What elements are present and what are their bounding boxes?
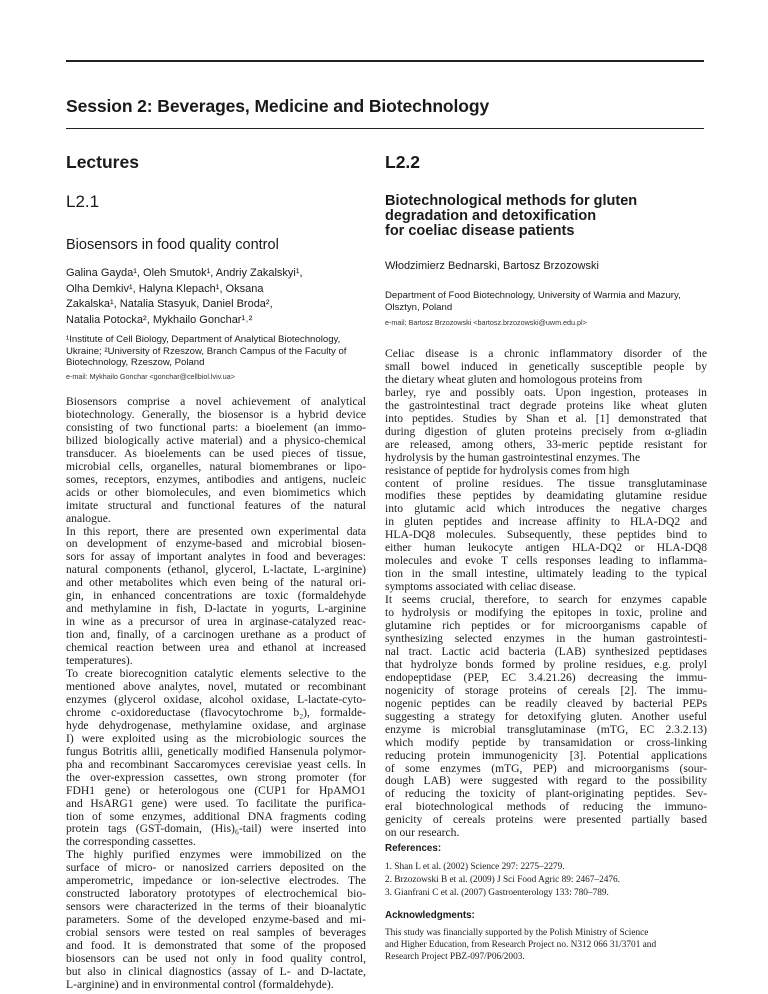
body-line: somes, receptors, enzymes, antibodies and antigens, nucleic (66, 472, 366, 486)
authors-l22: Włodzimierz Bednarski, Bartosz Brzozowski (385, 260, 599, 272)
session-rule (66, 128, 704, 129)
body-line: reducing protein immunogenicity [3]. Potential applications (385, 748, 707, 762)
references-list (385, 861, 707, 900)
abstract-body-l22 (385, 348, 707, 840)
abstract-code-l22: L2.2 (385, 152, 421, 172)
body-line: in wine as a precursor of urea in arginase-catalyzed reac- (66, 615, 366, 629)
email-l22: e-mail: Bartosz Brzozowski <bartosz.brzozowski@uwm.edu.pl> (385, 318, 587, 327)
affiliation-line: ¹Institute of Cell Biology, Department of Analytical Biotechnology, (66, 334, 341, 345)
body-line: on our research. (385, 826, 460, 840)
body-line: tion and, finally, of a carcinogen urethane as a product of (66, 628, 367, 642)
body-line: The highly purified enzymes were immobilized on the (66, 848, 366, 862)
body-line: the gastrointestinal tract degrade proteins like wheat gluten (385, 398, 707, 412)
body-line: biotechnology. Generally, the biosensor is a hybrid device (66, 407, 366, 421)
body-line: analogue. (66, 511, 111, 525)
body-line: to hydrolysis or modifying the epitopes in toxic, proline and (385, 606, 707, 620)
abstract-title-l21: Biosensors in food quality control (66, 237, 279, 253)
body-line: consisting of two functional parts: a bioelement (an immo- (66, 420, 366, 434)
acknowledgments-heading: Acknowledgments: (385, 910, 475, 921)
body-line: dough LAB) were suggested with regard to the possibility (385, 774, 707, 788)
author-line: Olha Demkiv¹, Halyna Klepach¹, Oksana (66, 282, 264, 295)
body-line: bilized biologically active material) and a physico-chemical (66, 433, 366, 447)
body-line: To create biorecognition catalytic elements selective to the (66, 667, 366, 681)
body-line: nogenic peptides can be readily cleaved by bacterial PEPs (385, 696, 708, 710)
body-line: chrome c-oxidoreductase (flavocytochrome b₂), formalde- (66, 705, 366, 719)
references-heading: References: (385, 843, 442, 854)
body-line: of some enzymes (mTG, PEP) and microorganisms (sour- (385, 761, 708, 775)
body-line: Biosensors comprise a novel achievement of analytical (66, 395, 366, 408)
body-line: symptoms associated with celiac disease. (385, 580, 576, 594)
body-line: I) were exploited using as the microbiologic sources the (66, 731, 366, 745)
title-line: degradation and detoxification (385, 208, 597, 224)
body-line: on development of enzyme-based and microbial biosen- (66, 537, 366, 551)
body-line: imitate structural and functional features of the natural (66, 498, 366, 512)
body-line: chemical reaction between urea and ethanol at increased (66, 641, 366, 655)
affiliation-l21 (66, 334, 346, 369)
abstract-body-l21 (66, 396, 366, 992)
ack-line: and Higher Education, from Research Project no. N312 066 31/3701 and (385, 939, 657, 950)
body-line: the corresponding cassettes. (66, 835, 196, 849)
body-line: surface of micro- or nanosized carriers deposited on the (66, 861, 367, 875)
email-l21: e-mail: Mykhailo Gonchar <gonchar@cellbiol.lviv.ua> (66, 372, 235, 381)
title-line: Biotechnological methods for gluten (385, 193, 638, 209)
body-line: sensors were characterized in the terms of their bioanalytic (66, 900, 367, 914)
body-line: It seems crucial, therefore, to search for enzymes capable (385, 593, 707, 607)
author-line: Natalia Potocka², Mykhailo Gonchar¹˒² (66, 313, 253, 326)
body-line: into glutamic acid which introduces the negative charges (385, 502, 707, 516)
body-line: in gluten peptides and increase affinity to HLA-DQ2 and (385, 515, 708, 529)
body-line: content of proline residues. The tissue transglutaminase (385, 476, 708, 490)
author-line: Zakalska¹, Natalia Stasyuk, Daniel Broda², (66, 298, 273, 310)
body-line: temperatures). (66, 654, 133, 668)
section-heading: Lectures (66, 152, 139, 172)
body-line: Celiac disease is a chronic inflammatory disorder of the (385, 347, 707, 360)
body-line: and food. It is demonstrated that some of the proposed (66, 939, 366, 953)
body-line: mentioned above analytes, novel, mutated or recombinant (66, 679, 367, 693)
reference-item: 3. Gianfrani C et al. (2007) Gastroenterology 133: 780–789. (385, 887, 609, 898)
affiliation-l22 (385, 290, 681, 313)
body-line: and methylamine in fish, D-lactate in yogurts, L-arginine (66, 602, 366, 616)
abstract-code-l21: L2.1 (66, 192, 100, 211)
body-line: glutamine rich peptides or for microorganisms capable of (385, 619, 707, 633)
abstract-title-l22 (385, 194, 637, 239)
body-line: sors for assay of important analytes in food and beverages: (66, 550, 366, 564)
affiliation-line: Olsztyn, Poland (385, 301, 453, 313)
body-line: during digestion of gluten proteins precisely from α-gliadin (385, 424, 707, 438)
body-line: nal tract. Lactic acid bacteria (LAB) synthesized peptidases (385, 644, 707, 658)
body-line: but also in clinical diagnostics (assay of L- and D-lactate, (66, 964, 366, 978)
title-line: for coeliac disease patients (385, 223, 575, 239)
body-line: molecules and evoke T cells responses leading to inflamma- (385, 554, 707, 568)
body-line: synthesizing selected enzymes in the human gastrointesti- (385, 631, 707, 645)
body-line: tion of some enzymes, additional DNA fragments coding (66, 809, 367, 823)
reference-item: 2. Brzozowski B et al. (2009) J Sci Food Agric 89: 2467–2476. (385, 874, 620, 885)
body-line: acids or other biomolecules, and even biomimetics which (66, 485, 366, 499)
session-title: Session 2: Beverages, Medicine and Biotechnology (66, 96, 490, 116)
body-line: biosensors can be used not only in food quality control, (66, 951, 366, 965)
body-line: FDH1 gene) or heterologous one (CUP1 for HpAMO1 (66, 783, 366, 797)
body-line: L-arginine) and in environmental control (formaldehyde). (66, 977, 334, 991)
body-line: into peptides. Studies by Shan et al. [1] demonstrated that (385, 411, 708, 425)
affiliation-line: Ukraine; ²University of Rzeszow, Branch Campus of the Faculty of (66, 345, 347, 357)
body-line: endopeptidase (PEP, EC 3.4.21.26) decreasing the immu- (385, 670, 707, 684)
body-line: the dietary wheat gluten and homologous proteins from (385, 372, 643, 386)
body-line: enzymes (glycerol oxidase, alcohol oxidase, L-lactate-cyto- (66, 692, 366, 706)
body-line: constructed laboratory prototypes of electrochemical bio- (66, 887, 366, 901)
body-line: either human leukocyte antigen HLA-DQ2 or HLA-DQ8 (385, 541, 708, 555)
body-line: HLA-DQ8 molecules. Subsequently, these peptides bind to (385, 528, 707, 542)
author-line: Galina Gayda¹, Oleh Smutok¹, Andriy Zakalskyi¹, (66, 267, 303, 279)
body-line: hyde dehydrogenase, methylamine oxidase, and arginase (66, 718, 367, 732)
body-line: protein tags (GST-domain, (His)₆-tail) were inserted into (66, 822, 367, 836)
body-line: the over-expression cassettes, own strong promoter (for (66, 770, 367, 784)
body-line: gin, in enhanced concentrations are toxic (formaldehyde (66, 589, 367, 603)
body-line: eral biotechnological methods of reducing the immuno- (385, 800, 707, 814)
ack-line: This study was financially supported by the Polish Ministry of Science (385, 928, 649, 938)
body-line: barley, rye and possibly oats. Upon ingestion, proteases in (385, 385, 707, 399)
body-line: are released, among others, 33-meric peptide resistant for (385, 437, 708, 451)
body-line: which modify peptide by transamidation or cross-linking (385, 735, 707, 749)
body-line: of reducing the toxicity of plant-originating peptides. Sev- (385, 787, 707, 801)
body-line: parameters. Some of the developed enzyme-based and mi- (66, 913, 366, 927)
affiliation-line: Biotechnology, Rzeszow, Poland (66, 357, 205, 368)
body-line: hydrolysis by the human gastrointestinal enzymes. The (385, 450, 641, 464)
body-line: suggesting a strategy for detoxifying gluten. Another useful (385, 709, 707, 723)
acknowledgments-text (385, 928, 707, 964)
body-line: pha and recombinant Saccaromyces cerevisiae yeast cells. In (66, 757, 366, 771)
body-line: crobial sensors were tested on real samples of beverages (66, 926, 366, 940)
body-line: tion in the small intestine, ultimately leading to the typical (385, 567, 708, 581)
body-line: and HsARG1 gene) were used. To facilitate the purifica- (66, 796, 366, 810)
body-line: enzyme is microbial transglutaminase (mTG, EC 2.3.2.13) (385, 722, 708, 736)
body-line: nogenicity of storage proteins of cereals [2]. The immu- (385, 683, 707, 697)
body-line: modifies these peptides by deamidating glutamine residue (385, 489, 707, 503)
top-rule (66, 60, 704, 62)
body-line: fungus Botritis allii, genetically modified Hansenula polymor- (66, 744, 366, 758)
ack-line: Research Project PBZ-097/P06/2003. (385, 951, 525, 962)
body-line: small bowel induced in genetically susceptible people by (385, 359, 708, 373)
authors-l21 (66, 266, 303, 328)
body-line: and other metabolites which even being of the natural ori- (66, 576, 366, 590)
body-line: resistance of peptide for hydrolysis comes from high (385, 463, 630, 477)
body-line: natural components (ethanol, glycerol, L-lactate, L-arginine) (66, 563, 366, 577)
body-line: genicity of cereals proteins were presented partially based (385, 813, 707, 827)
reference-item: 1. Shan L et al. (2002) Science 297: 2275–2279. (385, 862, 565, 872)
affiliation-line: Department of Food Biotechnology, University of Warmia and Mazury, (385, 290, 681, 301)
body-line: In this report, there are presented own experimental data (66, 524, 367, 538)
body-line: amperometric, impedance or ion-selective electrodes. The (66, 874, 366, 888)
body-line: that hydrolyze bonds formed by proline residues, e.g. prolyl (385, 657, 708, 671)
body-line: microbial cells, organelles, natural biomembranes or lipo- (66, 459, 366, 473)
body-line: transducer. As bioelements can be used pieces of tissue, (66, 446, 366, 460)
